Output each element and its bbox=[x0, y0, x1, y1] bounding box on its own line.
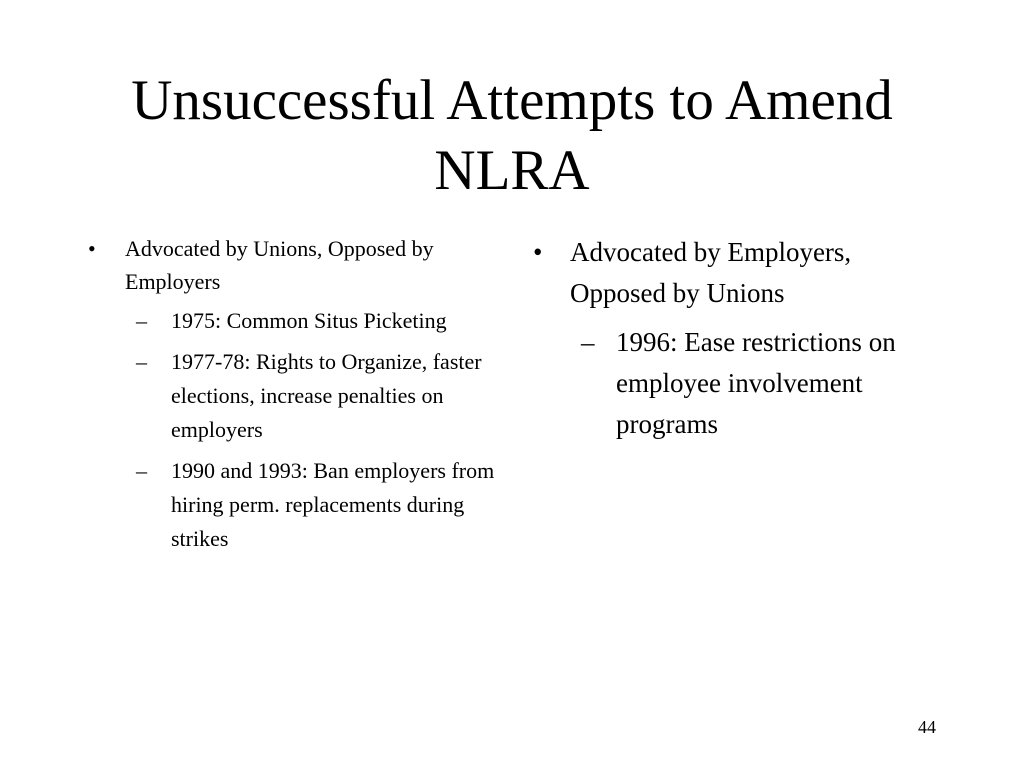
slide-title-line-1: Unsuccessful Attempts to Amend bbox=[131, 69, 893, 132]
right-column bbox=[533, 232, 953, 445]
slide-title-line-2: NLRA bbox=[434, 139, 590, 202]
left-sub-item-2-text: 1977-78: Rights to Organize, faster elections, increase penalties on employers bbox=[171, 349, 482, 442]
left-sub-item-1-text: 1975: Common Situs Picketing bbox=[171, 308, 447, 333]
sub-marker: – bbox=[581, 327, 595, 357]
left-column bbox=[88, 232, 498, 563]
bullet-marker: • bbox=[533, 237, 543, 267]
right-bullet-text: Advocated by Employers, Opposed by Unions bbox=[570, 237, 852, 308]
left-bullet bbox=[88, 232, 498, 298]
left-sub-item-2 bbox=[136, 345, 498, 447]
right-bullet bbox=[533, 232, 953, 314]
right-sub-item-1-text: 1996: Ease restrictions on employee involvement programs bbox=[616, 327, 896, 439]
bullet-marker: • bbox=[88, 236, 96, 261]
right-sub-item-1 bbox=[581, 322, 953, 445]
left-sub-list bbox=[136, 304, 498, 556]
sub-marker: – bbox=[136, 308, 147, 333]
slide-title bbox=[60, 66, 964, 206]
left-bullet-text: Advocated by Unions, Opposed by Employers bbox=[125, 236, 434, 294]
left-sub-item-3-text: 1990 and 1993: Ban employers from hiring perm. replacements during strikes bbox=[171, 458, 495, 551]
sub-marker: – bbox=[136, 458, 147, 483]
right-sub-list bbox=[581, 322, 953, 445]
left-sub-item-1 bbox=[136, 304, 498, 338]
page-number: 44 bbox=[918, 717, 936, 737]
left-sub-item-3 bbox=[136, 454, 498, 556]
sub-marker: – bbox=[136, 349, 147, 374]
